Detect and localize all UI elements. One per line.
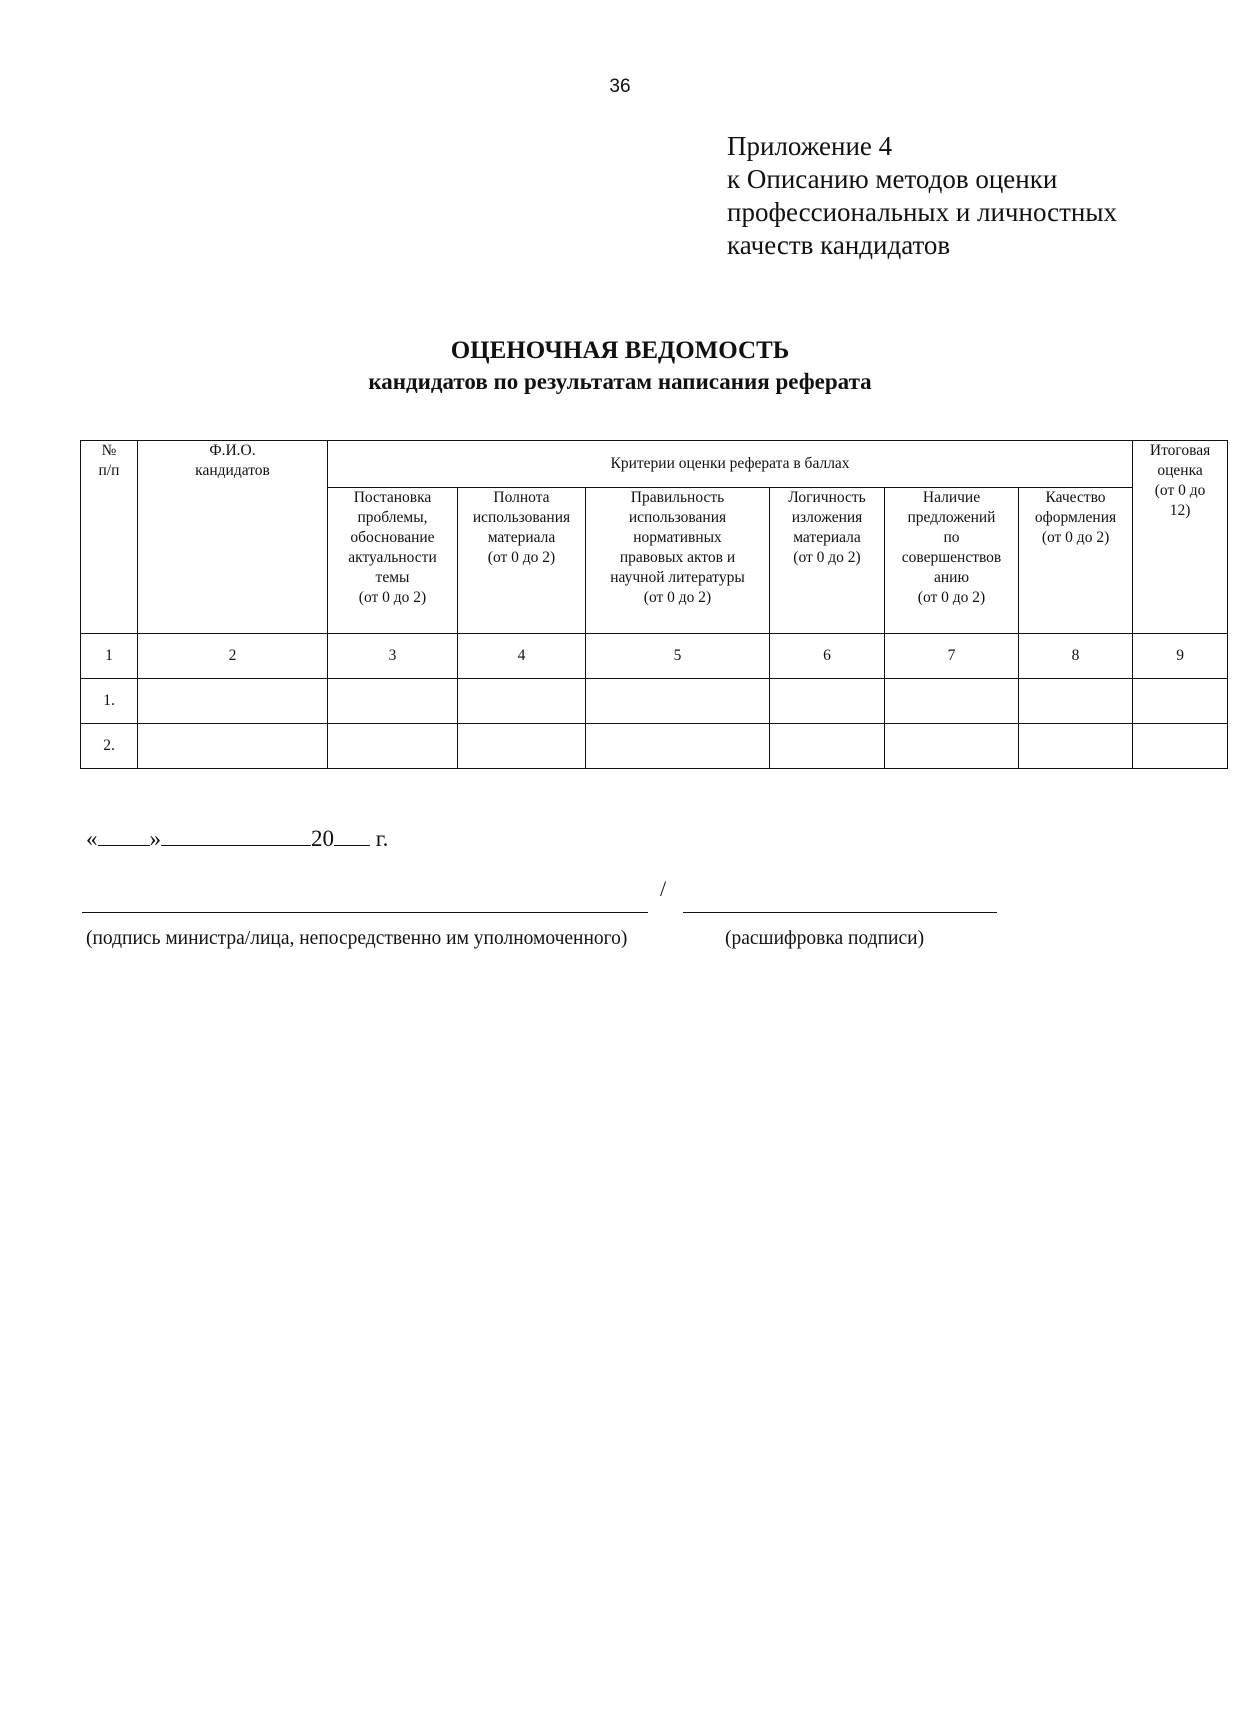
header-number bbox=[81, 441, 138, 634]
criterion-text: анию bbox=[933, 569, 970, 586]
column-number: 8 bbox=[1019, 634, 1133, 679]
criterion-text: (от 0 до 2) bbox=[917, 589, 986, 606]
signature-slash: / bbox=[660, 876, 667, 901]
table-row bbox=[81, 679, 1228, 724]
year-blank[interactable] bbox=[334, 827, 370, 846]
day-blank[interactable] bbox=[98, 827, 150, 846]
table-cell[interactable] bbox=[1133, 724, 1228, 769]
criterion-text: материала bbox=[487, 529, 556, 546]
header-text: п/п bbox=[98, 462, 120, 479]
criterion-text: (от 0 до 2) bbox=[358, 589, 427, 606]
header-text: кандидатов bbox=[195, 462, 270, 479]
year-suffix: г. bbox=[375, 826, 389, 851]
table-cell[interactable] bbox=[458, 679, 586, 724]
criterion-text: оформления bbox=[1034, 509, 1117, 526]
column-number: 4 bbox=[458, 634, 586, 679]
header-text: оценка bbox=[1157, 462, 1203, 479]
table-row bbox=[81, 724, 1228, 769]
appendix-line: к Описанию методов оценки bbox=[727, 164, 1058, 194]
table-cell[interactable] bbox=[586, 724, 770, 769]
criterion-text: (от 0 до 2) bbox=[643, 589, 712, 606]
header-text: (от 0 до bbox=[1154, 482, 1206, 499]
document-title: ОЦЕНОЧНАЯ ВЕДОМОСТЬ bbox=[450, 337, 790, 364]
criterion-text: использования bbox=[628, 509, 727, 526]
table-cell[interactable] bbox=[328, 679, 458, 724]
header-text: Ф.И.О. bbox=[209, 442, 256, 459]
header-text: Итоговая bbox=[1149, 442, 1211, 459]
header-text: № bbox=[101, 442, 117, 459]
criterion-problem-statement bbox=[328, 488, 458, 634]
appendix-line: качеств кандидатов bbox=[727, 230, 951, 260]
year-prefix: 20 bbox=[311, 826, 334, 851]
table-cell[interactable] bbox=[770, 679, 885, 724]
criterion-text: Качество bbox=[1045, 489, 1106, 506]
criterion-text: материала bbox=[793, 529, 861, 546]
criterion-text: нормативных bbox=[633, 529, 722, 546]
table-cell[interactable] bbox=[770, 724, 885, 769]
criterion-text: предложений bbox=[907, 509, 996, 526]
criterion-text: Постановка bbox=[353, 489, 432, 506]
column-number: 7 bbox=[885, 634, 1019, 679]
criterion-text: Правильность bbox=[630, 489, 725, 506]
criterion-completeness bbox=[458, 488, 586, 634]
document-subtitle: кандидатов по результатам написания реферата bbox=[368, 369, 872, 394]
criterion-text: проблемы, bbox=[357, 509, 428, 526]
criterion-text: совершенствов bbox=[901, 549, 1002, 566]
criterion-text: темы bbox=[375, 569, 410, 586]
criterion-proposals bbox=[885, 488, 1019, 634]
criterion-text: научной литературы bbox=[610, 569, 745, 586]
appendix-line: Приложение 4 bbox=[727, 131, 893, 161]
table-cell[interactable] bbox=[138, 679, 328, 724]
appendix-line: профессиональных и личностных bbox=[727, 197, 1118, 227]
criterion-text: использования bbox=[472, 509, 571, 526]
evaluation-table bbox=[80, 440, 1228, 769]
column-number: 9 bbox=[1133, 634, 1228, 679]
column-number: 5 bbox=[586, 634, 770, 679]
row-number: 1. bbox=[81, 679, 138, 724]
header-total bbox=[1133, 441, 1228, 634]
criterion-text: изложения bbox=[791, 509, 863, 526]
table-cell[interactable] bbox=[1019, 679, 1133, 724]
header-criteria: Критерии оценки реферата в баллах bbox=[328, 441, 1133, 488]
column-number-row bbox=[81, 634, 1228, 679]
column-number: 6 bbox=[770, 634, 885, 679]
table-cell[interactable] bbox=[885, 724, 1019, 769]
criterion-text: актуальности bbox=[348, 549, 437, 566]
row-number: 2. bbox=[81, 724, 138, 769]
table-cell[interactable] bbox=[1133, 679, 1228, 724]
criterion-text: Полнота bbox=[493, 489, 550, 506]
page-number: 36 bbox=[609, 76, 631, 97]
header-full-name bbox=[138, 441, 328, 634]
criterion-text: (от 0 до 2) bbox=[1041, 529, 1110, 546]
signature-decoding-line[interactable] bbox=[683, 912, 997, 913]
criterion-text: правовых актов и bbox=[619, 549, 736, 566]
open-quote: « bbox=[86, 826, 98, 851]
column-number: 2 bbox=[138, 634, 328, 679]
criterion-text: Логичность bbox=[788, 489, 866, 506]
header-text: 12) bbox=[1169, 502, 1191, 519]
criterion-correct-use bbox=[586, 488, 770, 634]
table-cell[interactable] bbox=[586, 679, 770, 724]
criterion-logic bbox=[770, 488, 885, 634]
signature-line[interactable] bbox=[82, 912, 648, 913]
close-quote: » bbox=[149, 826, 161, 851]
column-number: 3 bbox=[328, 634, 458, 679]
appendix-reference bbox=[727, 130, 1187, 262]
table-cell[interactable] bbox=[458, 724, 586, 769]
signature-caption: (подпись министра/лица, непосредственно им уполномоченного) bbox=[86, 928, 628, 949]
signature-decoding-caption: (расшифровка подписи) bbox=[725, 928, 925, 949]
criterion-text: Наличие bbox=[922, 489, 981, 506]
column-number: 1 bbox=[81, 634, 138, 679]
table-cell[interactable] bbox=[1019, 724, 1133, 769]
criterion-text: по bbox=[943, 529, 960, 546]
table-cell[interactable] bbox=[138, 724, 328, 769]
date-line bbox=[86, 826, 388, 852]
table-cell[interactable] bbox=[328, 724, 458, 769]
month-blank[interactable] bbox=[161, 827, 311, 846]
criterion-text: обоснование bbox=[350, 529, 435, 546]
criterion-text: (от 0 до 2) bbox=[487, 549, 556, 566]
table-cell[interactable] bbox=[885, 679, 1019, 724]
criterion-formatting bbox=[1019, 488, 1133, 634]
criterion-text: (от 0 до 2) bbox=[793, 549, 861, 566]
